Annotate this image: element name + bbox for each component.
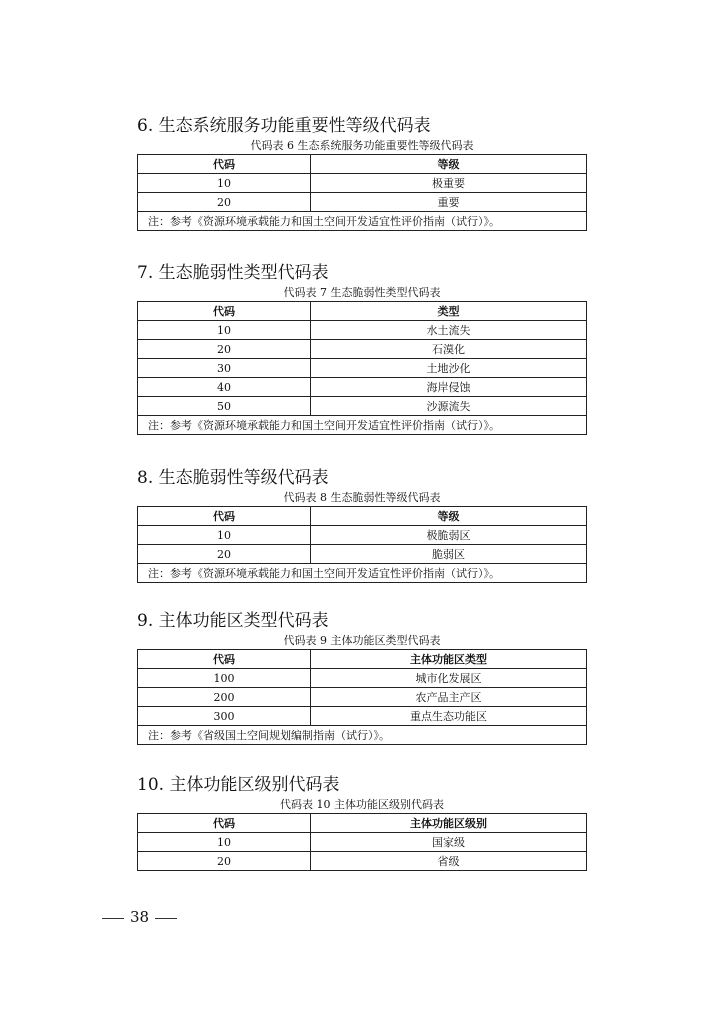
table-cell: 20 (138, 340, 311, 359)
table-note-row (138, 212, 587, 231)
code-table-section (137, 467, 587, 583)
table-cell: 海岸侵蚀 (311, 378, 587, 397)
table-row (138, 669, 587, 688)
table-row (138, 378, 587, 397)
table-cell: 10 (138, 321, 311, 340)
table-cell: 石漠化 (311, 340, 587, 359)
table-note: 注：参考《资源环境承载能力和国土空间开发适宜性评价指南（试行）》。 (138, 564, 587, 583)
table-row (138, 397, 587, 416)
column-header: 主体功能区类型 (311, 650, 587, 669)
code-table (137, 154, 587, 231)
table-row (138, 526, 587, 545)
code-table-section (137, 262, 587, 435)
column-header: 类型 (311, 302, 587, 321)
table-cell: 土地沙化 (311, 359, 587, 378)
table-caption: 代码表 10 主体功能区级别代码表 (280, 798, 444, 811)
table-header-row (138, 507, 587, 526)
table-cell: 国家级 (311, 833, 587, 852)
table-row (138, 193, 587, 212)
table-caption: 代码表 7 生态脆弱性类型代码表 (283, 286, 441, 299)
column-header: 代码 (138, 507, 311, 526)
table-cell: 30 (138, 359, 311, 378)
table-cell: 水土流失 (311, 321, 587, 340)
table-note: 注：参考《资源环境承载能力和国土空间开发适宜性评价指南（试行）》。 (138, 416, 587, 435)
table-cell: 极重要 (311, 174, 587, 193)
table-caption: 代码表 9 主体功能区类型代码表 (283, 634, 441, 647)
table-row (138, 545, 587, 564)
code-table-section (137, 610, 587, 745)
column-header: 等级 (311, 507, 587, 526)
table-cell: 省级 (311, 852, 587, 871)
table-cell: 极脆弱区 (311, 526, 587, 545)
code-table-section (137, 774, 587, 871)
table-row (138, 174, 587, 193)
section-title: 8. 生态脆弱性等级代码表 (137, 468, 329, 488)
table-cell: 50 (138, 397, 311, 416)
table-cell: 40 (138, 378, 311, 397)
table-cell: 20 (138, 193, 311, 212)
footer-dash-left (102, 918, 124, 919)
page-footer (96, 908, 183, 926)
table-cell: 300 (138, 707, 311, 726)
column-header: 代码 (138, 155, 311, 174)
section-title: 10. 主体功能区级别代码表 (137, 775, 340, 795)
table-row (138, 688, 587, 707)
table-header-row (138, 302, 587, 321)
code-table (137, 301, 587, 435)
column-header: 等级 (311, 155, 587, 174)
column-header: 代码 (138, 302, 311, 321)
table-note-row (138, 416, 587, 435)
table-row (138, 340, 587, 359)
table-cell: 20 (138, 545, 311, 564)
table-row (138, 321, 587, 340)
code-table (137, 506, 587, 583)
table-cell: 100 (138, 669, 311, 688)
footer-dash-right (155, 918, 177, 919)
section-title: 6. 生态系统服务功能重要性等级代码表 (137, 116, 431, 136)
table-row (138, 359, 587, 378)
table-cell: 城市化发展区 (311, 669, 587, 688)
column-header: 代码 (138, 814, 311, 833)
table-cell: 20 (138, 852, 311, 871)
table-cell: 重要 (311, 193, 587, 212)
code-table (137, 813, 587, 871)
table-header-row (138, 814, 587, 833)
section-title: 7. 生态脆弱性类型代码表 (137, 263, 329, 283)
table-cell: 10 (138, 526, 311, 545)
table-cell: 10 (138, 833, 311, 852)
table-note-row (138, 726, 587, 745)
table-caption: 代码表 6 生态系统服务功能重要性等级代码表 (250, 139, 474, 152)
table-note: 注：参考《资源环境承载能力和国土空间开发适宜性评价指南（试行）》。 (138, 212, 587, 231)
table-header-row (138, 650, 587, 669)
table-cell: 200 (138, 688, 311, 707)
code-table (137, 649, 587, 745)
table-note-row (138, 564, 587, 583)
table-cell: 重点生态功能区 (311, 707, 587, 726)
table-cell: 脆弱区 (311, 545, 587, 564)
table-caption: 代码表 8 生态脆弱性等级代码表 (283, 491, 441, 504)
table-cell: 10 (138, 174, 311, 193)
section-title: 9. 主体功能区类型代码表 (137, 611, 329, 631)
table-cell: 沙源流失 (311, 397, 587, 416)
table-row (138, 852, 587, 871)
column-header: 主体功能区级别 (311, 814, 587, 833)
page-number: 38 (130, 908, 150, 926)
column-header: 代码 (138, 650, 311, 669)
table-row (138, 707, 587, 726)
table-row (138, 833, 587, 852)
code-table-section (137, 115, 587, 231)
table-cell: 农产品主产区 (311, 688, 587, 707)
table-note: 注：参考《省级国土空间规划编制指南（试行）》。 (138, 726, 587, 745)
table-header-row (138, 155, 587, 174)
